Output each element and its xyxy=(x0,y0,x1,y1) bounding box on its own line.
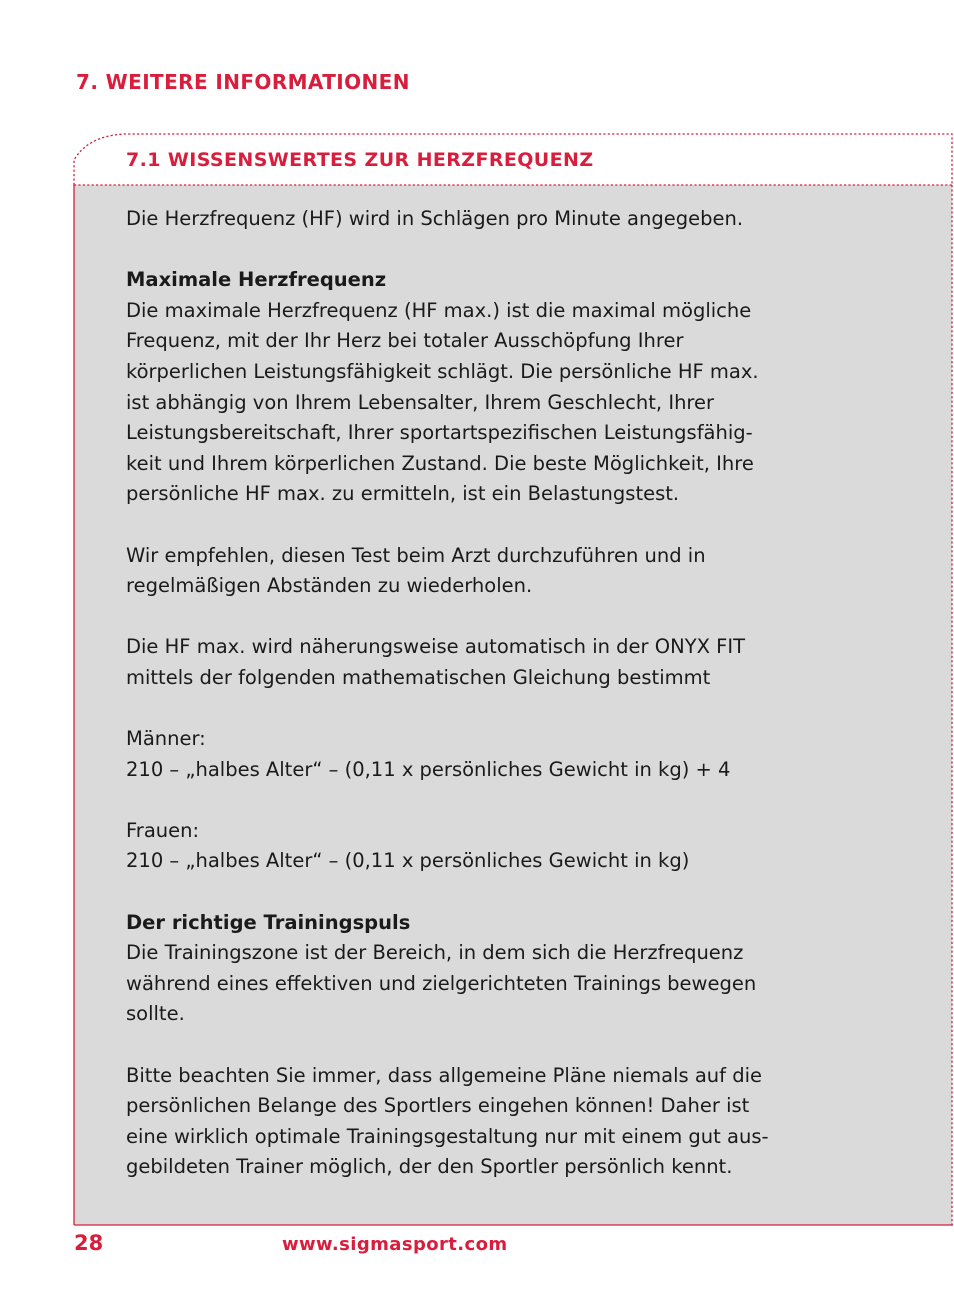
formula-intro-line-2: mittels der folgenden mathematischen Gleichung bestimmt xyxy=(126,665,711,689)
training-body-line-1: Die Trainingszone ist der Bereich, in dem sich die Herzfrequenz xyxy=(126,941,744,965)
section-title: 7.1 WISSENSWERTES ZUR HERZFREQUENZ xyxy=(126,149,594,171)
footer-url[interactable]: www.sigmasport.com xyxy=(282,1234,508,1255)
women-label: Frauen: xyxy=(126,818,200,842)
note-line-2: persönlichen Belange des Sportlers eingehen können! Daher ist xyxy=(126,1094,750,1118)
max-body-line-5: Leistungsbereitschaft, Ihrer sportartspezifischen Leistungsfähig- xyxy=(126,421,753,445)
section-body xyxy=(126,204,826,1183)
note-line-1: Bitte beachten Sie immer, dass allgemeine Pläne niemals auf die xyxy=(126,1063,763,1087)
women-formula: 210 – „halbes Alter“ – (0,11 x persönliches Gewicht in kg) xyxy=(126,849,690,873)
chapter-title: 7. WEITERE INFORMATIONEN xyxy=(76,70,410,94)
max-body-line-3: körperlichen Leistungsfähigkeit schlägt. Die persönliche HF max. xyxy=(126,359,759,383)
max-body-line-1: Die maximale Herzfrequenz (HF max.) ist die maximal mögliche xyxy=(126,298,752,322)
max-heart-rate-heading: Maximale Herzfrequenz xyxy=(126,268,387,292)
recommend-line-2: regelmäßigen Abständen zu wiederholen. xyxy=(126,574,533,598)
max-body-line-6: keit und Ihrem körperlichen Zustand. Die beste Möglichkeit, Ihre xyxy=(126,451,754,475)
men-label: Männer: xyxy=(126,727,206,751)
training-pulse-heading: Der richtige Trainingspuls xyxy=(126,910,411,934)
max-body-line-4: ist abhängig von Ihrem Lebensalter, Ihrem Geschlecht, Ihrer xyxy=(126,390,715,414)
max-body-line-7: persönliche HF max. zu ermitteln, ist ein Belastungstest. xyxy=(126,482,680,506)
note-line-4: gebildeten Trainer möglich, der den Sportler persönlich kennt. xyxy=(126,1155,733,1179)
max-body-line-2: Frequenz, mit der Ihr Herz bei totaler Ausschöpfung Ihrer xyxy=(126,329,684,353)
training-body-line-3: sollte. xyxy=(126,1002,185,1026)
formula-intro-line-1: Die HF max. wird näherungsweise automatisch in der ONYX FIT xyxy=(126,635,746,659)
training-body-line-2: während eines effektiven und zielgerichteten Trainings bewegen xyxy=(126,971,757,995)
men-formula: 210 – „halbes Alter“ – (0,11 x persönliches Gewicht in kg) + 4 xyxy=(126,757,731,781)
page-number: 28 xyxy=(74,1231,104,1255)
recommend-line-1: Wir empfehlen, diesen Test beim Arzt durchzuführen und in xyxy=(126,543,706,567)
note-line-3: eine wirklich optimale Trainingsgestaltung nur mit einem gut aus- xyxy=(126,1124,769,1148)
intro-line: Die Herzfrequenz (HF) wird in Schlägen pro Minute angegeben. xyxy=(126,207,744,230)
